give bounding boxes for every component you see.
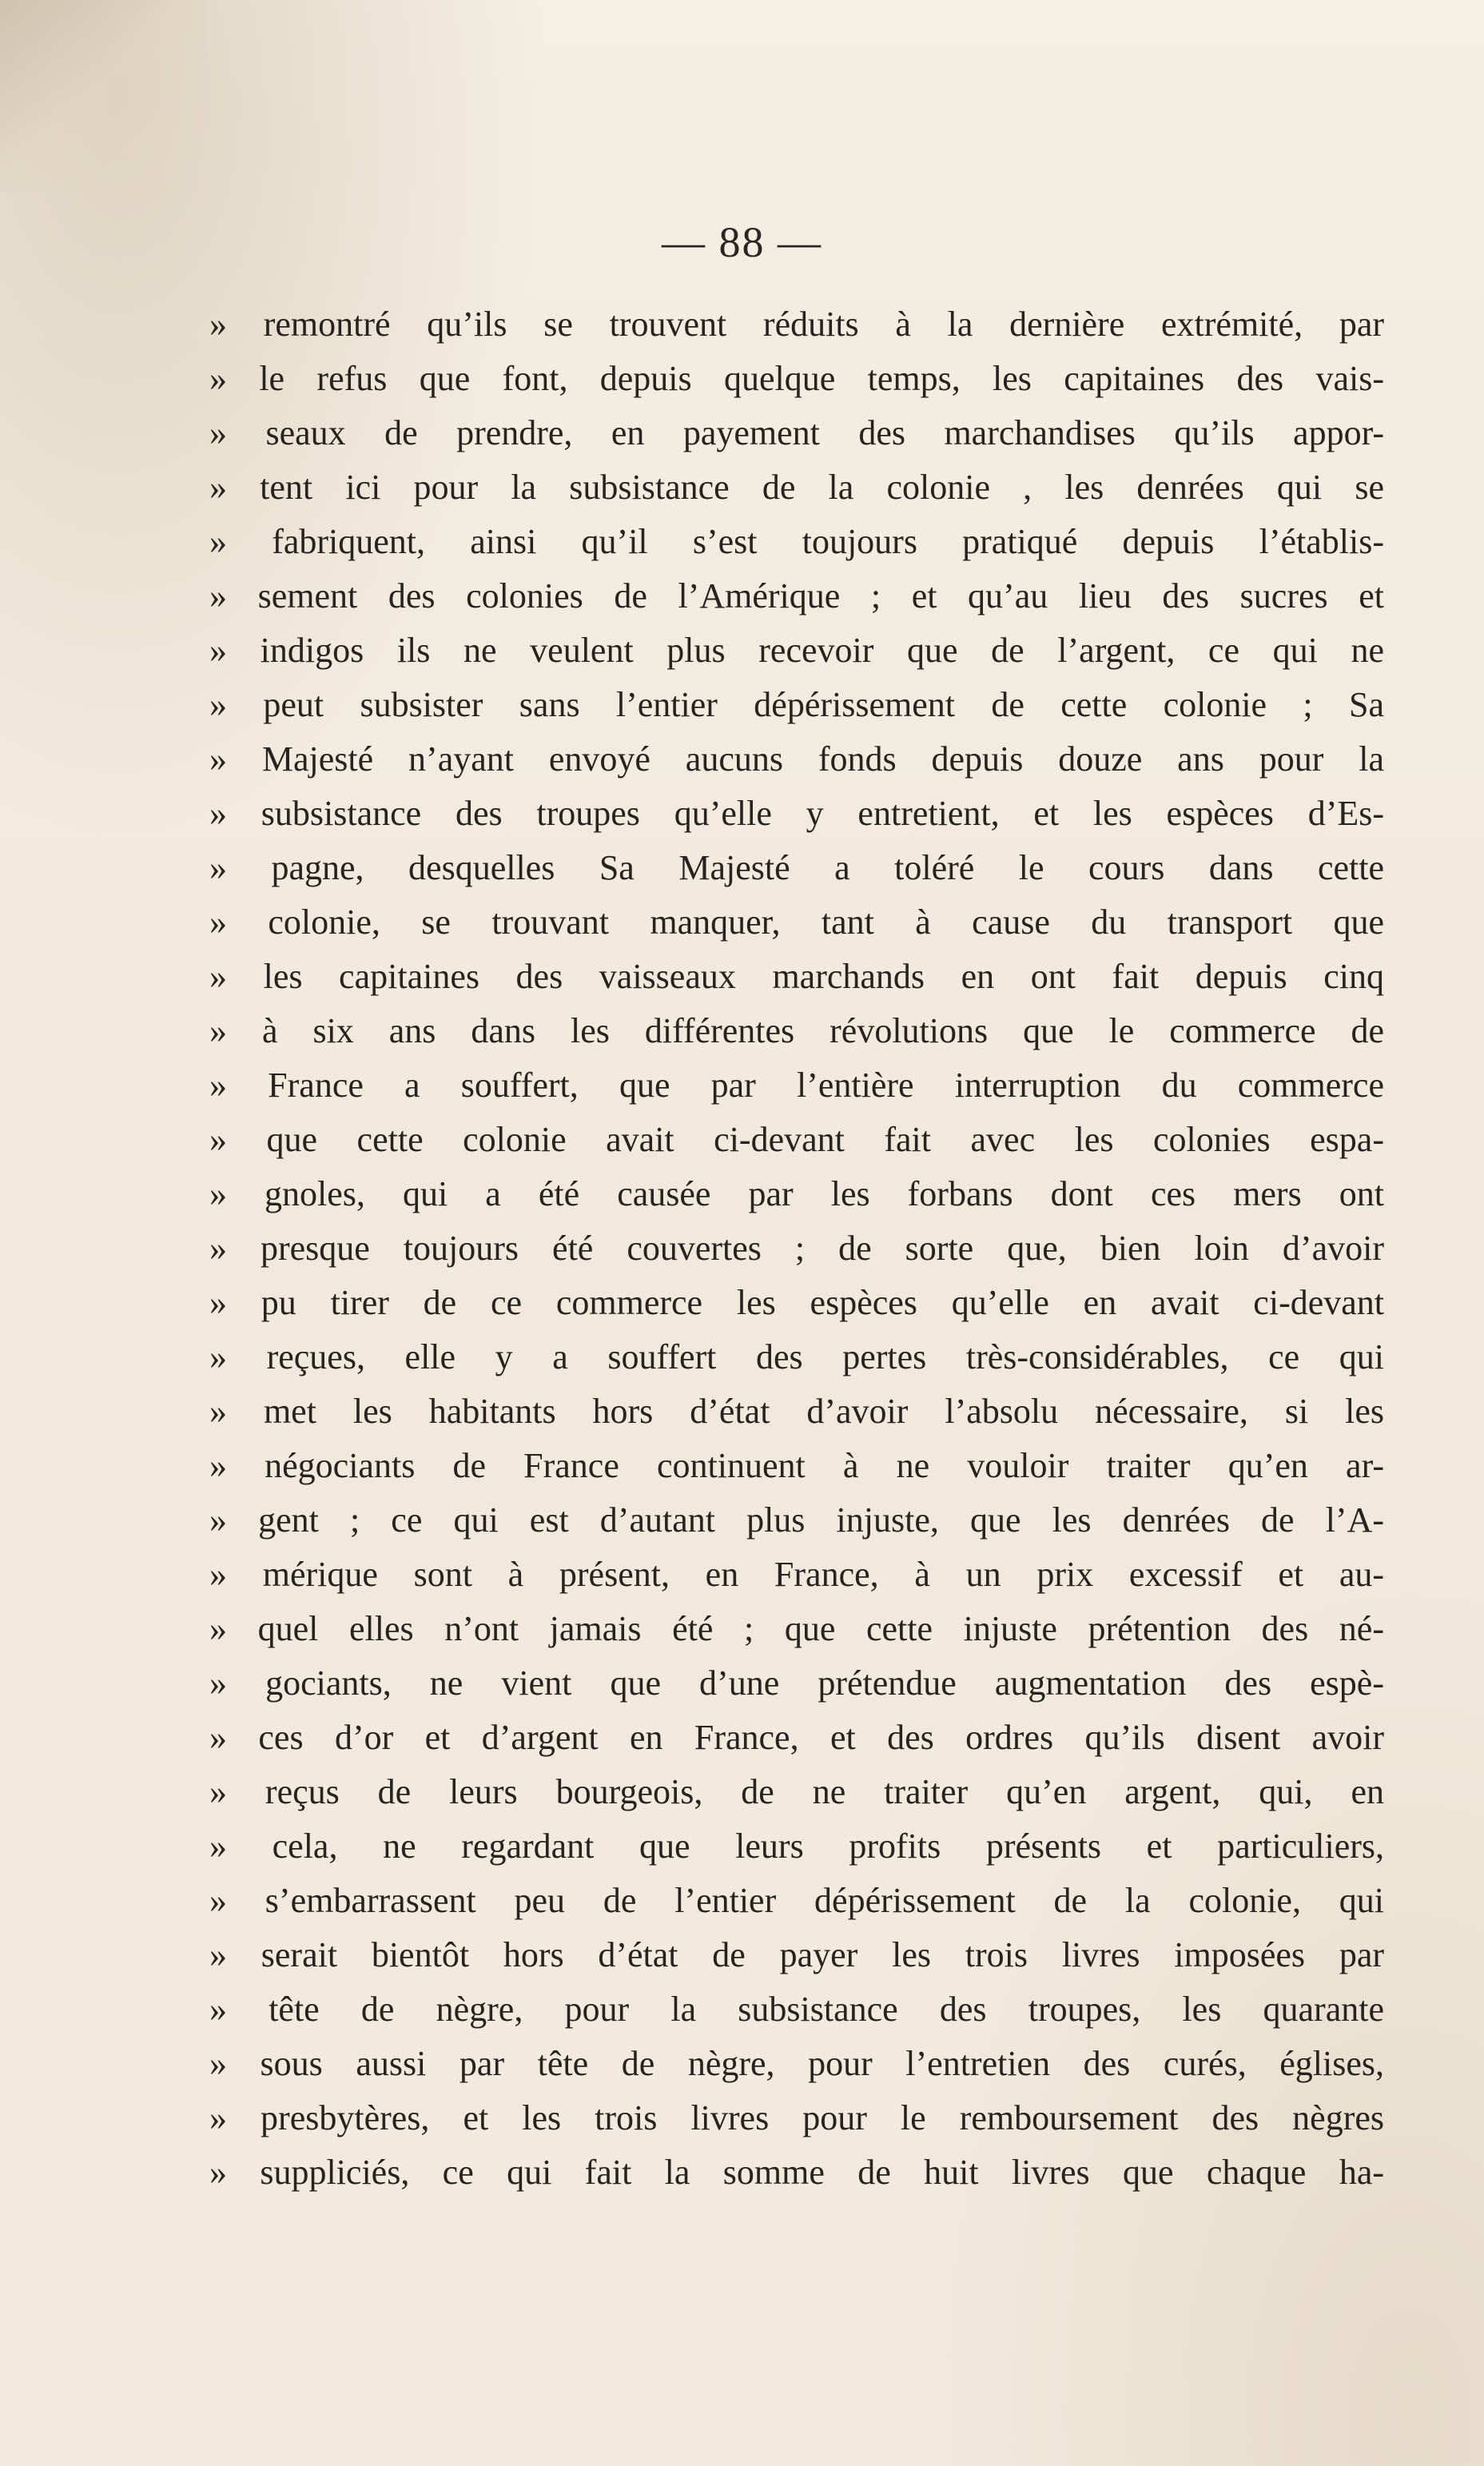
text-line: » tête de nègre, pour la subsistance des troupes, les quarante: [209, 1990, 1384, 2029]
text-line: » subsistance des troupes qu’elle y entretient, et les espèces d’Es-: [209, 794, 1384, 833]
text-line: » s’embarrassent peu de l’entier dépérissement de la colonie, qui: [209, 1881, 1384, 1920]
text-line: » presbytères, et les trois livres pour le remboursement des nègres: [209, 2098, 1384, 2137]
text-line: » à six ans dans les différentes révolutions que le commerce de: [209, 1011, 1384, 1050]
text-line: » indigos ils ne veulent plus recevoir que de l’argent, ce qui ne: [209, 631, 1384, 670]
text-line: » ces d’or et d’argent en France, et des ordres qu’ils disent avoir: [209, 1718, 1384, 1757]
text-line: » serait bientôt hors d’état de payer les trois livres imposées par: [209, 1935, 1384, 1974]
text-line: » France a souffert, que par l’entière interruption du commerce: [209, 1066, 1384, 1105]
text-line: » sous aussi par tête de nègre, pour l’entretien des curés, églises,: [209, 2044, 1384, 2083]
text-line: » remontré qu’ils se trouvent réduits à la dernière extrémité, par: [209, 305, 1384, 344]
body-text: [209, 297, 1384, 2200]
text-line: » gent ; ce qui est d’autant plus injuste, que les denrées de l’A-: [209, 1500, 1384, 1540]
text-line: » cela, ne regardant que leurs profits présents et particuliers,: [209, 1827, 1384, 1866]
text-line: » seaux de prendre, en payement des marchandises qu’ils appor-: [209, 413, 1384, 452]
text-line: » colonie, se trouvant manquer, tant à cause du transport que: [209, 902, 1384, 942]
text-line: » suppliciés, ce qui fait la somme de huit livres que chaque ha-: [209, 2153, 1384, 2192]
text-line: » tent ici pour la subsistance de la colonie , les denrées qui se: [209, 468, 1384, 507]
text-line: » le refus que font, depuis quelque temps, les capitaines des vais-: [209, 359, 1384, 398]
text-line: » met les habitants hors d’état d’avoir l’absolu nécessaire, si les: [209, 1392, 1384, 1431]
text-line: » les capitaines des vaisseaux marchands en ont fait depuis cinq: [209, 957, 1384, 996]
text-line: » peut subsister sans l’entier dépérissement de cette colonie ; Sa: [209, 685, 1384, 724]
text-line: » reçues, elle y a souffert des pertes très-considérables, ce qui: [209, 1337, 1384, 1376]
text-line: » gnoles, qui a été causée par les forbans dont ces mers ont: [209, 1174, 1384, 1213]
text-line: » reçus de leurs bourgeois, de ne traiter qu’en argent, qui, en: [209, 1772, 1384, 1811]
text-line: » fabriquent, ainsi qu’il s’est toujours pratiqué depuis l’établis-: [209, 522, 1384, 561]
text-line: » gociants, ne vient que d’une prétendue augmentation des espè-: [209, 1663, 1384, 1703]
text-line: » pu tirer de ce commerce les espèces qu’elle en avait ci-devant: [209, 1283, 1384, 1322]
text-line: » sement des colonies de l’Amérique ; et qu’au lieu des sucres et: [209, 576, 1384, 616]
text-line: » pagne, desquelles Sa Majesté a toléré le cours dans cette: [209, 848, 1384, 887]
text-line: » que cette colonie avait ci-devant fait avec les colonies espa-: [209, 1120, 1384, 1159]
text-line: » Majesté n’ayant envoyé aucuns fonds depuis douze ans pour la: [209, 739, 1384, 779]
page-corner-shadow: [0, 0, 208, 192]
text-line: » négociants de France continuent à ne vouloir traiter qu’en ar-: [209, 1446, 1384, 1485]
page-number: — 88 —: [662, 218, 822, 266]
text-line: » presque toujours été couvertes ; de sorte que, bien loin d’avoir: [209, 1229, 1384, 1268]
text-line: » mérique sont à présent, en France, à un prix excessif et au-: [209, 1555, 1384, 1594]
text-line: » quel elles n’ont jamais été ; que cette injuste prétention des né-: [209, 1609, 1384, 1648]
